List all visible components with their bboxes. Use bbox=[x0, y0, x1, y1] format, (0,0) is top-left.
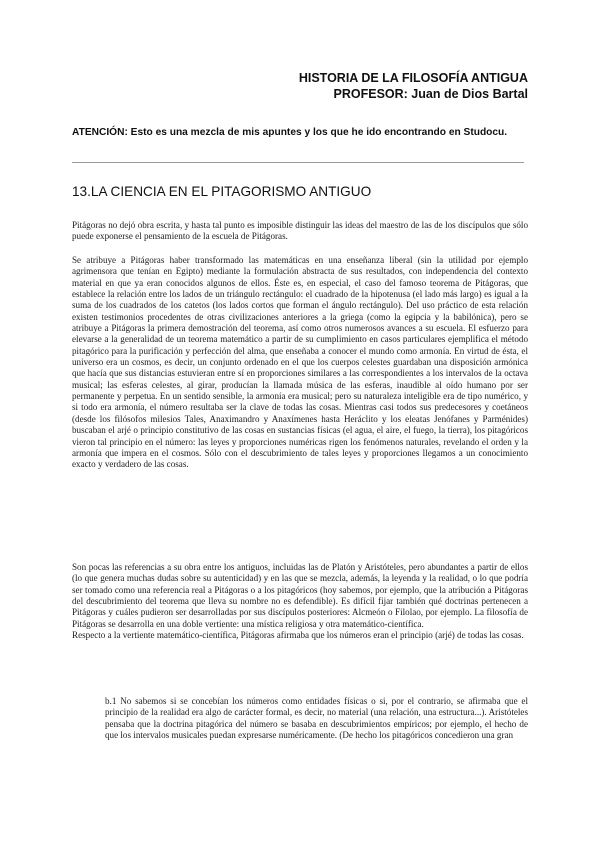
document-header bbox=[299, 70, 528, 102]
attention-notice: ATENCIÓN: Esto es una mezcla de mis apuntes y los que he ido encontrando en Studocu. bbox=[72, 127, 508, 138]
paragraph-references: Son pocas las referencias a su obra entre los antiguos, incluidas las de Platón y Aristóteles, pero abundantes a partir de ellos (lo que genera muchas dudas sobre su autenticidad) y en las que se mezcla, además, la leyenda y la realidad, o lo que podría ser tomado como una referencia real a Pitágoras o a los pitagóricos (hoy sabemos, por ejemplo, que la atribución a Pitágoras del descubrimiento del teorema que lleva su nombre no es defendible). Es difícil fijar también qué doctrinas pertenecen a Pitágoras y cuáles pudieron ser desarrolladas por sus discípulos posteriores: Alcmeón o Filolao, por ejemplo. La filosofía de Pitágoras se desarrolla en una doble vertiente: una mística religiosa y otra matemático-científica. Respecto a la vertiente matemático-científica, Pitágoras afirmaba que los números eran el principio (arjé) de todas las cosas. bbox=[72, 562, 528, 641]
professor-name: PROFESOR: Juan de Dios Bartal bbox=[333, 87, 528, 101]
section-title: 13.LA CIENCIA EN EL PITAGORISMO ANTIGUO bbox=[72, 184, 372, 199]
paragraph-theorem: Se atribuye a Pitágoras haber transformado las matemáticas en una enseñanza liberal (sin la utilidad por ejemplo agrimensora que tenían en Egipto) mediante la formulación abstracta de sus resultados, con independencia del contexto material en que ya eran conocidos algunos de ellos. Éste es, en especial, el caso del famoso teorema de Pitágoras, que establece la relación entre los lados de un triángulo rectángulo: el cuadrado de la hipotenusa (el lado más largo) es igual a la suma de los cuadrados de los catetos (los lados cortos que forman el ángulo rectángulo). Del uso práctico de esta relación existen testimonios procedentes de otras civilizaciones anteriores a la griega (como la egipcia y la babilónica), pero se atribuye a Pitágoras la primera demostración del teorema, así como otros numerosos avances a su escuela. El esfuerzo para elevarse a la generalidad de un teorema matemático a partir de su cumplimiento en casos particulares ejemplifica el método pitagórico para la purificación y perfección del alma, que enseñaba a conocer el mundo como armonía. En virtud de ésta, el universo era un cosmos, es decir, un conjunto ordenado en el que los cuerpos celestes guardaban una disposición armónica que hacía que sus distancias estuvieran entre sí en proporciones similares a las correspondientes a los intervalos de la octava musical; las esferas celestes, al girar, producían la llamada música de las esferas, inaudible al oído humano por ser permanente y perpetua. En un sentido sensible, la armonía era musical; pero su naturaleza inteligible era de tipo numérico, y si todo era armonía, el número resultaba ser la clave de todas las cosas. Mientras casi todos sus predecesores y coetáneos (desde los filósofos milesios Tales, Anaximandro y Anaxímenes hasta Heráclito y los eleatas Jenófanes y Parménides) buscaban el arjé o principio constitutivo de las cosas en sustancias físicas (el agua, el aire, el fuego, la tierra), los pitagóricos vieron tal principio en el número: las leyes y proporciones numéricas rigen los fenómenos naturales, revelando el orden y la armonía que impera en el cosmos. Sólo con el descubrimiento de tales leyes y proporciones llegamos a un conocimiento exacto y verdadero de las cosas. bbox=[72, 255, 528, 470]
paragraph-intro: Pitágoras no dejó obra escrita, y hasta tal punto es imposible distinguir las ideas del maestro de las de los discípulos que sólo puede exponerse el pensamiento de la escuela de Pitágoras. bbox=[72, 220, 528, 242]
course-title: HISTORIA DE LA FILOSOFÍA ANTIGUA bbox=[298, 71, 528, 85]
horizontal-divider bbox=[72, 162, 524, 163]
paragraph-indented-b1: b.1 No sabemos si se concebían los números como entidades físicas o si, por el contrario, se afirmaba que el principio de la realidad era algo de carácter formal, es decir, no material (una relación, una estructura...). Aristóteles pensaba que la doctrina pitagórica del número se basaba en descubrimientos empíricos; por ejemplo, el hecho de que los intervalos musicales puedan expresarse numéricamente. (De hecho los pitagóricos concedieron una gran bbox=[105, 696, 528, 741]
